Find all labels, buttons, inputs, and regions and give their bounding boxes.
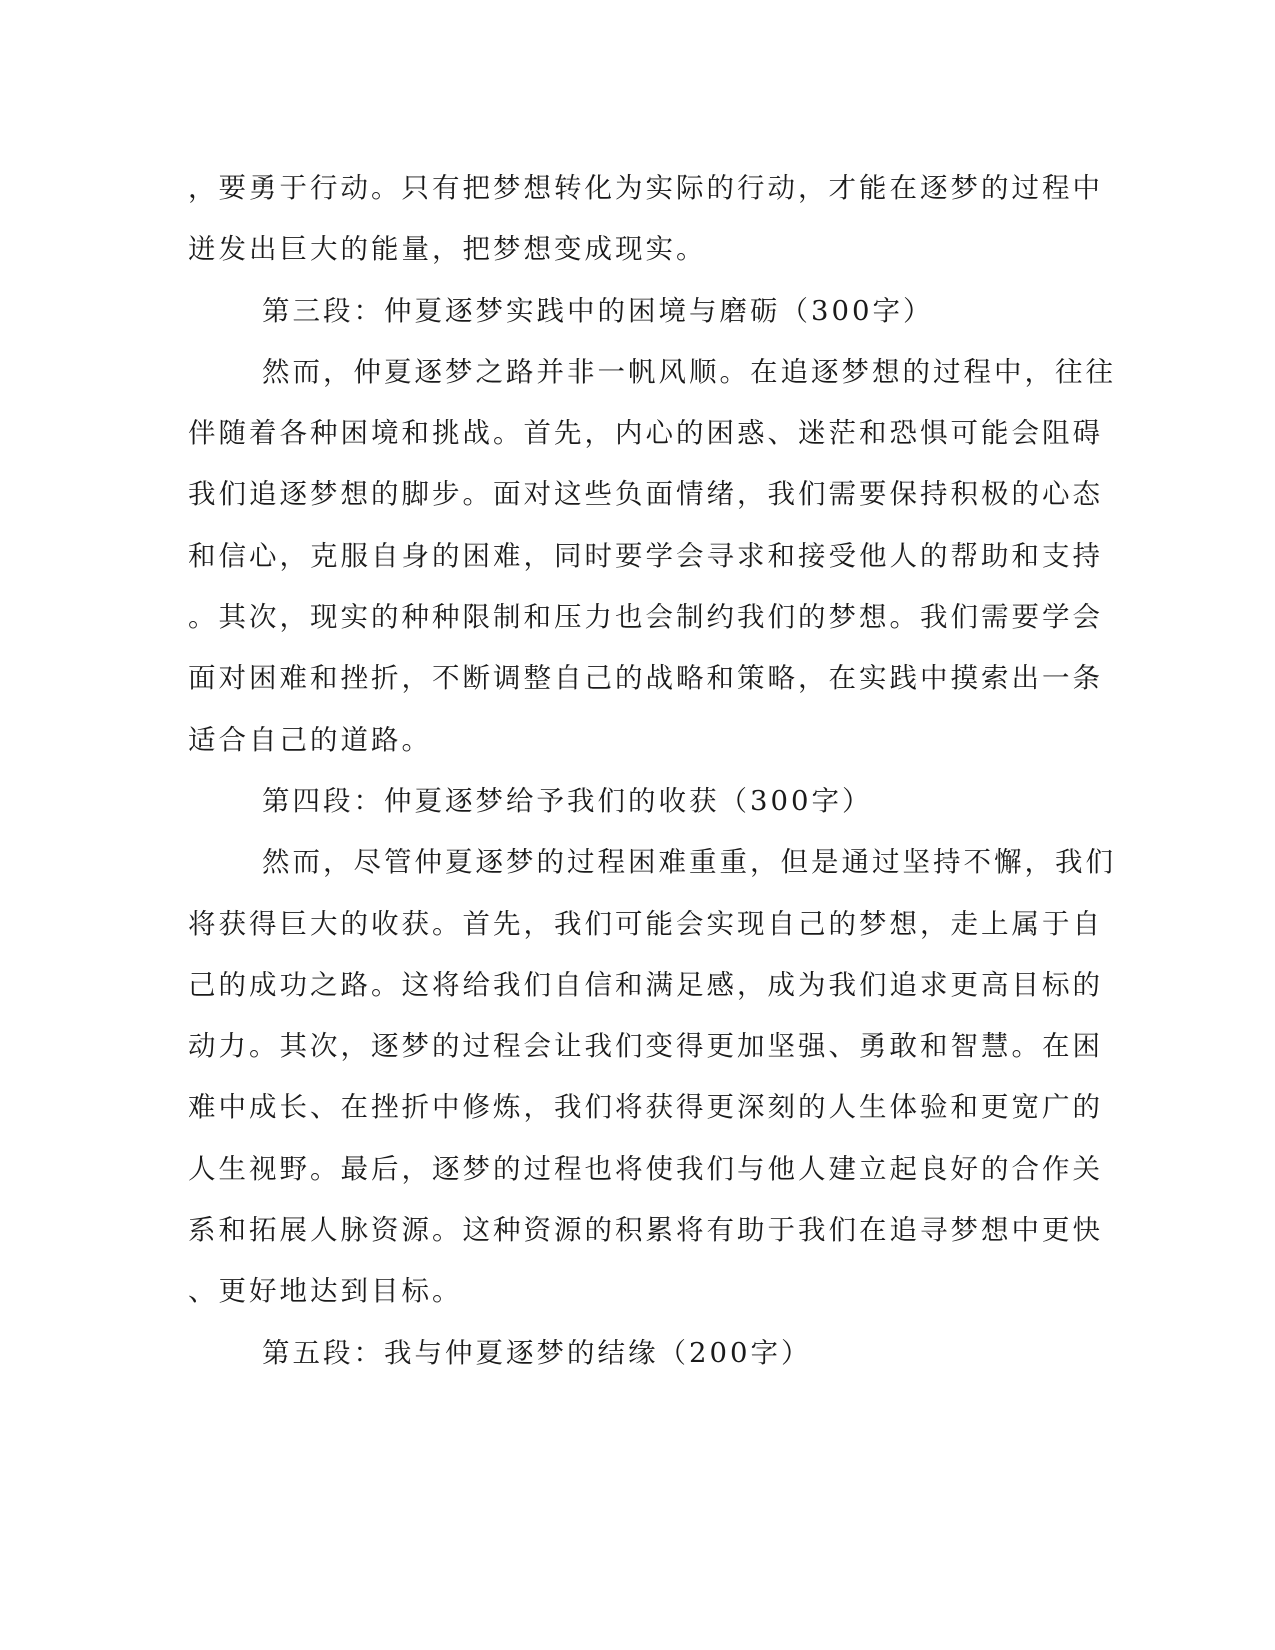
body-line: 人生视野。最后，逐梦的过程也将使我们与他人建立起良好的合作关 [188, 1152, 1103, 1185]
body-line: 将获得巨大的收获。首先，我们可能会实现自己的梦想，走上属于自 [188, 907, 1103, 940]
body-line: 系和拓展人脉资源。这种资源的积累将有助于我们在追寻梦想中更快 [188, 1214, 1103, 1247]
body-line: 伴随着各种困境和挑战。首先，内心的困惑、迷茫和恐惧可能会阻碍 [188, 417, 1103, 450]
document-body [188, 158, 1116, 1384]
body-line: 动力。其次，逐梦的过程会让我们变得更加坚强、勇敢和智慧。在困 [188, 1030, 1103, 1063]
body-line: 和信心，克服自身的困难，同时要学会寻求和接受他人的帮助和支持 [188, 539, 1103, 572]
body-line: 适合自己的道路。 [188, 723, 432, 756]
section-heading-4: 第四段：仲夏逐梦给予我们的收获（300字） [262, 784, 873, 817]
body-line: 迸发出巨大的能量，把梦想变成现实。 [188, 233, 707, 266]
body-line: ，要勇于行动。只有把梦想转化为实际的行动，才能在逐梦的过程中 [188, 172, 1103, 204]
body-line: 难中成长、在挫折中修炼，我们将获得更深刻的人生体验和更宽广的 [188, 1091, 1103, 1124]
body-line: 我们追逐梦想的脚步。面对这些负面情绪，我们需要保持积极的心态 [188, 478, 1103, 511]
body-line: 。其次，现实的种种限制和压力也会制约我们的梦想。我们需要学会 [188, 601, 1103, 634]
body-line: 己的成功之路。这将给我们自信和满足感，成为我们追求更高目标的 [188, 968, 1103, 1001]
section-heading-3: 第三段：仲夏逐梦实践中的困境与磨砺（300字） [262, 294, 934, 327]
section-heading-5: 第五段：我与仲夏逐梦的结缘（200字） [262, 1336, 812, 1369]
body-line: 、更好地达到目标。 [188, 1275, 463, 1308]
body-line: 面对困难和挫折，不断调整自己的战略和策略，在实践中摸索出一条 [188, 662, 1103, 695]
paragraph-first-line: 然而，尽管仲夏逐梦的过程困难重重，但是通过坚持不懈，我们 [262, 846, 1116, 879]
paragraph-first-line: 然而，仲夏逐梦之路并非一帆风顺。在追逐梦想的过程中，往往 [262, 355, 1116, 388]
